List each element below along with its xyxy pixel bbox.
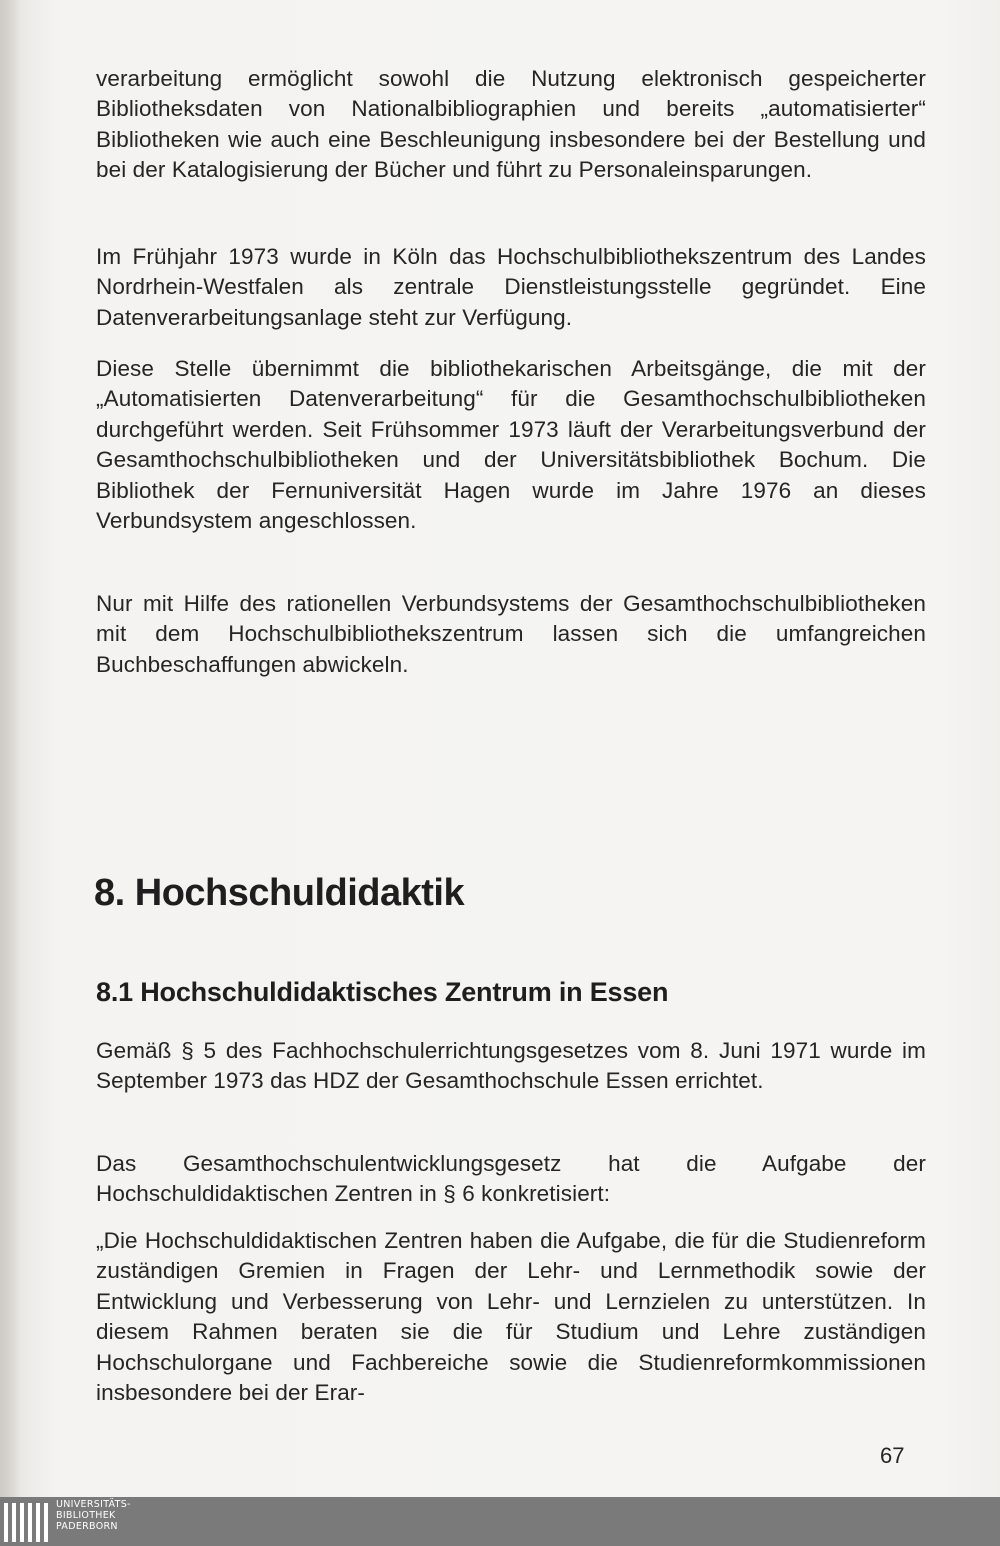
paragraph-development-law: Das Gesamthochschulentwicklungsgesetz hat die Aufgabe der Hochschuldidaktischen Zentren in § 6 konkretisiert: <box>96 1151 926 1207</box>
chapter-heading: 8. Hochschuldidaktik <box>94 872 465 914</box>
page-number: 67 <box>880 1443 905 1468</box>
library-footer-bar <box>0 1497 1000 1546</box>
paragraph-book-acquisition: Nur mit Hilfe des rationellen Verbundsystems der Gesamthochschulbibliotheken mit dem Hochschulbibliothekszentrum lassen sich die umfangreichen Buchbeschaffungen abwickeln. <box>96 591 926 677</box>
library-logo-icon <box>4 1501 50 1542</box>
logo-line-1: UNIVERSITÄTS- <box>56 1499 131 1510</box>
logo-line-2: BIBLIOTHEK <box>56 1510 116 1521</box>
logo-line-3: PADERBORN <box>56 1521 118 1532</box>
binding-gutter <box>0 0 20 1497</box>
paragraph-law-quote: „Die Hochschuldidaktischen Zentren haben die Aufgabe, die für die Studienreform zuständigen Gremien in Fragen der Lehr- und Lernmethodik sowie der Entwicklung und Verbesserung von Lehr- und Lernzielen zu unterstützen. In diesem Rahmen beraten sie die für Studium und Lehre zuständigen Hochschulorgane und Fachbereiche sowie die Studienreformkommissionen insbesondere bei der Erar- <box>96 1228 926 1406</box>
paragraph-ocr-processing: verarbeitung ermöglicht sowohl die Nutzung elektronisch gespeicherter Bibliotheksdaten von Nationalbibliographien und bereits „automatisierter“ Bibliotheken wie auch eine Beschleunigung insbesondere bei der Bestellung und bei der Katalogisierung der Bücher und führt zu Personaleinsparungen. <box>96 66 926 183</box>
library-logo-text <box>56 1499 131 1532</box>
section-heading: 8.1 Hochschuldidaktisches Zentrum in Essen <box>96 977 669 1007</box>
paragraph-library-network: Diese Stelle übernimmt die bibliothekarischen Arbeitsgänge, die mit der „Automatisierten Datenverarbeitung“ für die Gesamthochschulbibliotheken durchgeführt werden. Seit Frühsommer 1973 läuft der Verarbeitungsverbund der Gesamthochschulbibliotheken und der Universitätsbibliothek Bochum. Die Bibliothek der Fernuniversität Hagen wurde im Jahre 1976 an dieses Verbundsystem angeschlossen. <box>96 356 926 534</box>
paragraph-hbz-founding: Im Frühjahr 1973 wurde in Köln das Hochschulbibliothekszentrum des Landes Nordrhein-Westfalen als zentrale Dienstleistungsstelle gegründet. Eine Datenverarbeitungsanlage steht zur Verfügung. <box>96 244 926 330</box>
paragraph-hdz-establishment: Gemäß § 5 des Fachhochschulerrichtungsgesetzes vom 8. Juni 1971 wurde im September 1973 das HDZ der Gesamthochschule Essen errichtet. <box>96 1038 926 1094</box>
